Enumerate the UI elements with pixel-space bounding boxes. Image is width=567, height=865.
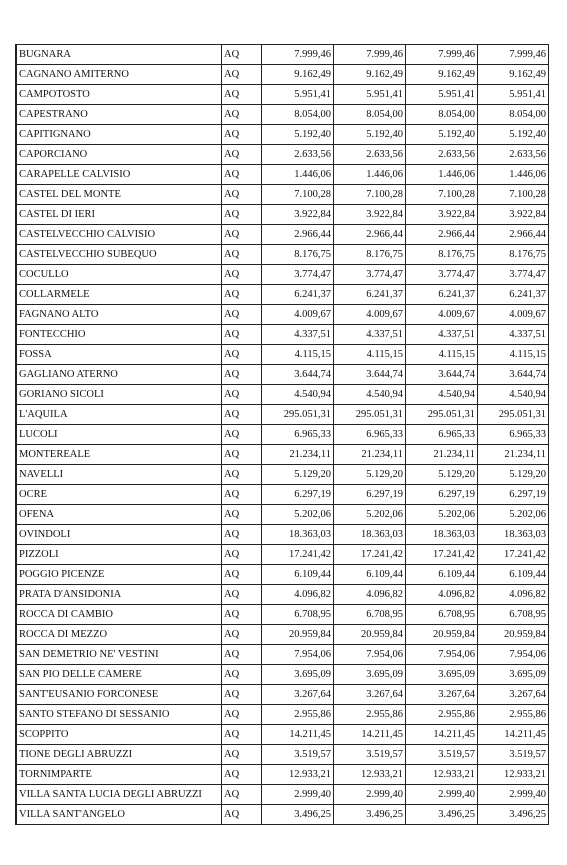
amount-cell-1: 14.211,45: [262, 725, 334, 745]
province-cell: AQ: [222, 185, 262, 205]
municipality-name-cell: OVINDOLI: [16, 525, 222, 545]
amount-cell-2: 8.176,75: [334, 245, 406, 265]
table-row: [16, 125, 549, 145]
table-row: [16, 525, 549, 545]
amount-cell-4: 12.933,21: [478, 765, 549, 785]
province-cell: AQ: [222, 445, 262, 465]
province-cell: AQ: [222, 645, 262, 665]
amount-cell-1: 5.951,41: [262, 85, 334, 105]
amount-cell-2: 6.241,37: [334, 285, 406, 305]
amount-cell-1: 9.162,49: [262, 65, 334, 85]
amount-cell-4: 2.633,56: [478, 145, 549, 165]
amount-cell-2: 9.162,49: [334, 65, 406, 85]
table-row: [16, 685, 549, 705]
municipality-name-cell: LUCOLI: [16, 425, 222, 445]
table-row: [16, 65, 549, 85]
amount-cell-4: 2.999,40: [478, 785, 549, 805]
province-cell: AQ: [222, 805, 262, 825]
amount-cell-1: 18.363,03: [262, 525, 334, 545]
amount-cell-3: 6.241,37: [406, 285, 478, 305]
municipality-table: [15, 44, 549, 825]
amount-cell-1: 8.176,75: [262, 245, 334, 265]
amount-cell-3: 5.202,06: [406, 505, 478, 525]
amount-cell-4: 295.051,31: [478, 405, 549, 425]
amount-cell-3: 4.009,67: [406, 305, 478, 325]
amount-cell-1: 7.100,28: [262, 185, 334, 205]
amount-cell-4: 6.297,19: [478, 485, 549, 505]
amount-cell-1: 4.337,51: [262, 325, 334, 345]
amount-cell-1: 5.202,06: [262, 505, 334, 525]
table-row: [16, 185, 549, 205]
municipality-name-cell: SANTO STEFANO DI SESSANIO: [16, 705, 222, 725]
amount-cell-1: 3.496,25: [262, 805, 334, 825]
table-row: [16, 585, 549, 605]
amount-cell-3: 6.708,95: [406, 605, 478, 625]
amount-cell-2: 1.446,06: [334, 165, 406, 185]
amount-cell-2: 4.540,94: [334, 385, 406, 405]
municipality-name-cell: CAPORCIANO: [16, 145, 222, 165]
municipality-name-cell: CASTEL DEL MONTE: [16, 185, 222, 205]
province-cell: AQ: [222, 525, 262, 545]
amount-cell-2: 5.202,06: [334, 505, 406, 525]
amount-cell-4: 14.211,45: [478, 725, 549, 745]
table-row: [16, 105, 549, 125]
amount-cell-1: 4.540,94: [262, 385, 334, 405]
amount-cell-3: 4.540,94: [406, 385, 478, 405]
amount-cell-4: 3.695,09: [478, 665, 549, 685]
amount-cell-1: 6.241,37: [262, 285, 334, 305]
amount-cell-3: 9.162,49: [406, 65, 478, 85]
municipality-name-cell: CAPITIGNANO: [16, 125, 222, 145]
amount-cell-2: 2.955,86: [334, 705, 406, 725]
province-cell: AQ: [222, 585, 262, 605]
table-row: [16, 765, 549, 785]
municipality-name-cell: MONTEREALE: [16, 445, 222, 465]
province-cell: AQ: [222, 145, 262, 165]
amount-cell-2: 5.951,41: [334, 85, 406, 105]
amount-cell-2: 4.009,67: [334, 305, 406, 325]
amount-cell-3: 3.922,84: [406, 205, 478, 225]
amount-cell-1: 295.051,31: [262, 405, 334, 425]
province-cell: AQ: [222, 705, 262, 725]
amount-cell-1: 21.234,11: [262, 445, 334, 465]
province-cell: AQ: [222, 325, 262, 345]
province-cell: AQ: [222, 565, 262, 585]
municipality-name-cell: NAVELLI: [16, 465, 222, 485]
municipality-name-cell: SAN DEMETRIO NE' VESTINI: [16, 645, 222, 665]
amount-cell-4: 7.999,46: [478, 45, 549, 65]
amount-cell-3: 2.966,44: [406, 225, 478, 245]
amount-cell-2: 2.999,40: [334, 785, 406, 805]
amount-cell-4: 5.951,41: [478, 85, 549, 105]
amount-cell-4: 1.446,06: [478, 165, 549, 185]
amount-cell-2: 3.774,47: [334, 265, 406, 285]
amount-cell-2: 12.933,21: [334, 765, 406, 785]
table-row: [16, 165, 549, 185]
province-cell: AQ: [222, 785, 262, 805]
province-cell: AQ: [222, 725, 262, 745]
municipality-name-cell: COLLARMELE: [16, 285, 222, 305]
province-cell: AQ: [222, 105, 262, 125]
municipality-name-cell: VILLA SANTA LUCIA DEGLI ABRUZZI: [16, 785, 222, 805]
table-row: [16, 285, 549, 305]
amount-cell-2: 7.999,46: [334, 45, 406, 65]
amount-cell-2: 17.241,42: [334, 545, 406, 565]
province-cell: AQ: [222, 765, 262, 785]
amount-cell-3: 21.234,11: [406, 445, 478, 465]
municipality-name-cell: CASTEL DI IERI: [16, 205, 222, 225]
amount-cell-3: 12.933,21: [406, 765, 478, 785]
municipality-name-cell: TORNIMPARTE: [16, 765, 222, 785]
amount-cell-2: 14.211,45: [334, 725, 406, 745]
province-cell: AQ: [222, 745, 262, 765]
province-cell: AQ: [222, 265, 262, 285]
amount-cell-1: 2.999,40: [262, 785, 334, 805]
amount-cell-2: 5.192,40: [334, 125, 406, 145]
amount-cell-3: 5.129,20: [406, 465, 478, 485]
municipality-name-cell: TIONE DEGLI ABRUZZI: [16, 745, 222, 765]
amount-cell-2: 18.363,03: [334, 525, 406, 545]
municipality-name-cell: OFENA: [16, 505, 222, 525]
municipality-name-cell: SCOPPITO: [16, 725, 222, 745]
province-cell: AQ: [222, 425, 262, 445]
table-row: [16, 445, 549, 465]
amount-cell-4: 9.162,49: [478, 65, 549, 85]
amount-cell-3: 4.337,51: [406, 325, 478, 345]
amount-cell-4: 5.129,20: [478, 465, 549, 485]
amount-cell-2: 3.496,25: [334, 805, 406, 825]
amount-cell-2: 3.644,74: [334, 365, 406, 385]
amount-cell-3: 1.446,06: [406, 165, 478, 185]
amount-cell-3: 17.241,42: [406, 545, 478, 565]
table-row: [16, 405, 549, 425]
province-cell: AQ: [222, 125, 262, 145]
amount-cell-1: 2.633,56: [262, 145, 334, 165]
amount-cell-3: 295.051,31: [406, 405, 478, 425]
amount-cell-1: 6.297,19: [262, 485, 334, 505]
province-cell: AQ: [222, 545, 262, 565]
amount-cell-2: 21.234,11: [334, 445, 406, 465]
amount-cell-3: 2.999,40: [406, 785, 478, 805]
amount-cell-2: 3.922,84: [334, 205, 406, 225]
amount-cell-1: 2.966,44: [262, 225, 334, 245]
table-row: [16, 425, 549, 445]
amount-cell-4: 20.959,84: [478, 625, 549, 645]
table-row: [16, 325, 549, 345]
amount-cell-3: 3.695,09: [406, 665, 478, 685]
municipality-name-cell: OCRE: [16, 485, 222, 505]
province-cell: AQ: [222, 225, 262, 245]
amount-cell-1: 4.009,67: [262, 305, 334, 325]
amount-cell-1: 6.708,95: [262, 605, 334, 625]
amount-cell-4: 18.363,03: [478, 525, 549, 545]
amount-cell-4: 4.337,51: [478, 325, 549, 345]
municipality-name-cell: CARAPELLE CALVISIO: [16, 165, 222, 185]
amount-cell-4: 17.241,42: [478, 545, 549, 565]
amount-cell-2: 2.633,56: [334, 145, 406, 165]
amount-cell-4: 4.540,94: [478, 385, 549, 405]
amount-cell-2: 3.519,57: [334, 745, 406, 765]
amount-cell-3: 8.176,75: [406, 245, 478, 265]
amount-cell-1: 8.054,00: [262, 105, 334, 125]
amount-cell-1: 2.955,86: [262, 705, 334, 725]
amount-cell-2: 5.129,20: [334, 465, 406, 485]
amount-cell-2: 8.054,00: [334, 105, 406, 125]
amount-cell-2: 4.096,82: [334, 585, 406, 605]
amount-cell-1: 3.519,57: [262, 745, 334, 765]
municipality-name-cell: SAN PIO DELLE CAMERE: [16, 665, 222, 685]
amount-cell-4: 7.954,06: [478, 645, 549, 665]
amount-cell-1: 4.096,82: [262, 585, 334, 605]
province-cell: AQ: [222, 165, 262, 185]
table-row: [16, 785, 549, 805]
table-row: [16, 705, 549, 725]
amount-cell-3: 18.363,03: [406, 525, 478, 545]
province-cell: AQ: [222, 665, 262, 685]
table-row: [16, 645, 549, 665]
table-row: [16, 265, 549, 285]
amount-cell-3: 7.954,06: [406, 645, 478, 665]
table-row: [16, 745, 549, 765]
province-cell: AQ: [222, 605, 262, 625]
amount-cell-3: 6.297,19: [406, 485, 478, 505]
amount-cell-4: 3.267,64: [478, 685, 549, 705]
amount-cell-4: 8.176,75: [478, 245, 549, 265]
amount-cell-4: 6.109,44: [478, 565, 549, 585]
province-cell: AQ: [222, 345, 262, 365]
amount-cell-1: 3.267,64: [262, 685, 334, 705]
amount-cell-3: 3.519,57: [406, 745, 478, 765]
municipality-name-cell: CAPESTRANO: [16, 105, 222, 125]
amount-cell-4: 2.955,86: [478, 705, 549, 725]
amount-cell-3: 3.644,74: [406, 365, 478, 385]
amount-cell-4: 3.519,57: [478, 745, 549, 765]
amount-cell-3: 6.965,33: [406, 425, 478, 445]
amount-cell-3: 2.633,56: [406, 145, 478, 165]
table-row: [16, 505, 549, 525]
municipality-name-cell: GAGLIANO ATERNO: [16, 365, 222, 385]
province-cell: AQ: [222, 465, 262, 485]
province-cell: AQ: [222, 385, 262, 405]
amount-cell-1: 3.695,09: [262, 665, 334, 685]
municipality-name-cell: ROCCA DI MEZZO: [16, 625, 222, 645]
table-row: [16, 85, 549, 105]
table-row: [16, 725, 549, 745]
province-cell: AQ: [222, 625, 262, 645]
amount-cell-4: 7.100,28: [478, 185, 549, 205]
amount-cell-2: 7.954,06: [334, 645, 406, 665]
amount-cell-3: 14.211,45: [406, 725, 478, 745]
amount-cell-1: 6.109,44: [262, 565, 334, 585]
amount-cell-2: 6.109,44: [334, 565, 406, 585]
amount-cell-1: 20.959,84: [262, 625, 334, 645]
table-row: [16, 485, 549, 505]
table-row: [16, 465, 549, 485]
amount-cell-2: 6.965,33: [334, 425, 406, 445]
amount-cell-3: 2.955,86: [406, 705, 478, 725]
amount-cell-4: 6.708,95: [478, 605, 549, 625]
province-cell: AQ: [222, 485, 262, 505]
amount-cell-2: 7.100,28: [334, 185, 406, 205]
amount-cell-3: 3.774,47: [406, 265, 478, 285]
amount-cell-1: 3.922,84: [262, 205, 334, 225]
amount-cell-4: 6.241,37: [478, 285, 549, 305]
amount-cell-3: 5.951,41: [406, 85, 478, 105]
amount-cell-1: 4.115,15: [262, 345, 334, 365]
municipality-name-cell: FONTECCHIO: [16, 325, 222, 345]
amount-cell-1: 6.965,33: [262, 425, 334, 445]
amount-cell-4: 3.774,47: [478, 265, 549, 285]
amount-cell-1: 1.446,06: [262, 165, 334, 185]
table-row: [16, 245, 549, 265]
table-row: [16, 625, 549, 645]
amount-cell-2: 3.695,09: [334, 665, 406, 685]
municipality-name-cell: SANT'EUSANIO FORCONESE: [16, 685, 222, 705]
amount-cell-3: 7.999,46: [406, 45, 478, 65]
amount-cell-3: 20.959,84: [406, 625, 478, 645]
table-body: [16, 45, 549, 825]
province-cell: AQ: [222, 305, 262, 325]
municipality-name-cell: FOSSA: [16, 345, 222, 365]
amount-cell-1: 3.644,74: [262, 365, 334, 385]
table-row: [16, 145, 549, 165]
amount-cell-3: 4.115,15: [406, 345, 478, 365]
municipality-name-cell: COCULLO: [16, 265, 222, 285]
province-cell: AQ: [222, 65, 262, 85]
amount-cell-2: 3.267,64: [334, 685, 406, 705]
amount-cell-4: 3.496,25: [478, 805, 549, 825]
amount-cell-4: 3.922,84: [478, 205, 549, 225]
amount-cell-2: 20.959,84: [334, 625, 406, 645]
province-cell: AQ: [222, 205, 262, 225]
municipality-name-cell: L'AQUILA: [16, 405, 222, 425]
table-row: [16, 225, 549, 245]
municipality-name-cell: FAGNANO ALTO: [16, 305, 222, 325]
amount-cell-2: 6.708,95: [334, 605, 406, 625]
amount-cell-1: 12.933,21: [262, 765, 334, 785]
table-row: [16, 545, 549, 565]
municipality-name-cell: CAGNANO AMITERNO: [16, 65, 222, 85]
amount-cell-1: 7.999,46: [262, 45, 334, 65]
amount-cell-2: 6.297,19: [334, 485, 406, 505]
table-row: [16, 45, 549, 65]
amount-cell-2: 295.051,31: [334, 405, 406, 425]
amount-cell-1: 3.774,47: [262, 265, 334, 285]
amount-cell-4: 4.096,82: [478, 585, 549, 605]
province-cell: AQ: [222, 405, 262, 425]
amount-cell-4: 5.192,40: [478, 125, 549, 145]
amount-cell-4: 6.965,33: [478, 425, 549, 445]
amount-cell-2: 4.115,15: [334, 345, 406, 365]
table-row: [16, 565, 549, 585]
amount-cell-4: 21.234,11: [478, 445, 549, 465]
table-row: [16, 605, 549, 625]
table-row: [16, 205, 549, 225]
table-row: [16, 385, 549, 405]
amount-cell-3: 3.496,25: [406, 805, 478, 825]
table-row: [16, 665, 549, 685]
province-cell: AQ: [222, 85, 262, 105]
table-row: [16, 365, 549, 385]
municipality-name-cell: ROCCA DI CAMBIO: [16, 605, 222, 625]
amount-cell-1: 5.192,40: [262, 125, 334, 145]
amount-cell-1: 7.954,06: [262, 645, 334, 665]
municipality-name-cell: BUGNARA: [16, 45, 222, 65]
amount-cell-1: 5.129,20: [262, 465, 334, 485]
table-row: [16, 805, 549, 825]
municipality-name-cell: CAMPOTOSTO: [16, 85, 222, 105]
amount-cell-3: 3.267,64: [406, 685, 478, 705]
amount-cell-3: 6.109,44: [406, 565, 478, 585]
amount-cell-4: 5.202,06: [478, 505, 549, 525]
municipality-name-cell: CASTELVECCHIO SUBEQUO: [16, 245, 222, 265]
amount-cell-3: 5.192,40: [406, 125, 478, 145]
amount-cell-4: 2.966,44: [478, 225, 549, 245]
municipality-name-cell: GORIANO SICOLI: [16, 385, 222, 405]
municipality-name-cell: VILLA SANT'ANGELO: [16, 805, 222, 825]
amount-cell-3: 7.100,28: [406, 185, 478, 205]
municipality-name-cell: PRATA D'ANSIDONIA: [16, 585, 222, 605]
province-cell: AQ: [222, 285, 262, 305]
amount-cell-3: 8.054,00: [406, 105, 478, 125]
amount-cell-4: 8.054,00: [478, 105, 549, 125]
province-cell: AQ: [222, 685, 262, 705]
amount-cell-4: 3.644,74: [478, 365, 549, 385]
municipality-name-cell: POGGIO PICENZE: [16, 565, 222, 585]
amount-cell-1: 17.241,42: [262, 545, 334, 565]
amount-cell-2: 2.966,44: [334, 225, 406, 245]
amount-cell-4: 4.009,67: [478, 305, 549, 325]
province-cell: AQ: [222, 365, 262, 385]
municipality-name-cell: CASTELVECCHIO CALVISIO: [16, 225, 222, 245]
table-row: [16, 305, 549, 325]
amount-cell-3: 4.096,82: [406, 585, 478, 605]
province-cell: AQ: [222, 505, 262, 525]
municipality-name-cell: PIZZOLI: [16, 545, 222, 565]
amount-cell-4: 4.115,15: [478, 345, 549, 365]
amount-cell-2: 4.337,51: [334, 325, 406, 345]
province-cell: AQ: [222, 245, 262, 265]
province-cell: AQ: [222, 45, 262, 65]
table-row: [16, 345, 549, 365]
